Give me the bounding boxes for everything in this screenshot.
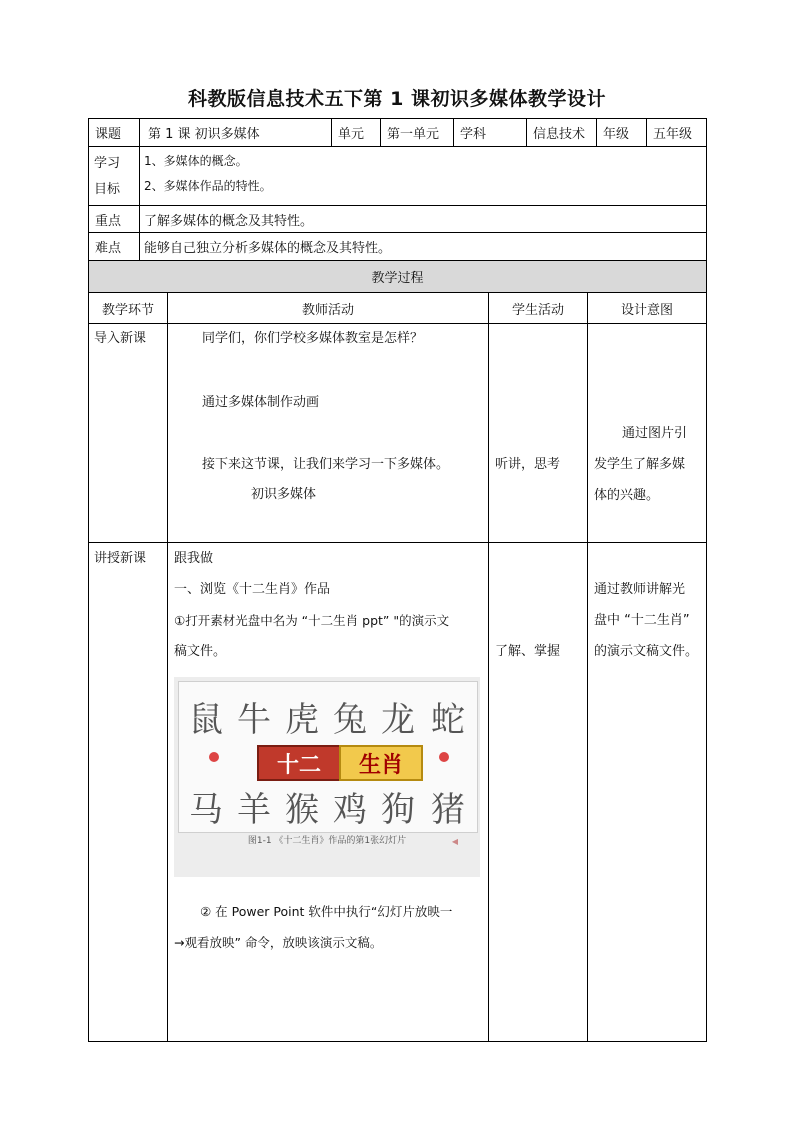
teach-student: 了解、掌握 xyxy=(495,644,561,659)
table-border xyxy=(88,323,707,324)
zodiac-glyph: 鼠 xyxy=(189,700,223,740)
intro-teacher-line: 初识多媒体 xyxy=(251,487,317,502)
table-border xyxy=(88,146,707,147)
objectives-label-2: 目标 xyxy=(94,182,121,197)
teach-stage: 讲授新课 xyxy=(94,551,147,566)
column-header-intent: 设计意图 xyxy=(620,302,673,318)
zodiac-glyph: 龙 xyxy=(381,700,415,740)
teach-teacher-line: 稿文件。 xyxy=(174,644,227,659)
intro-intent-line: 通过图片引 xyxy=(622,426,688,441)
zodiac-glyph: 狗 xyxy=(381,790,415,830)
zodiac-glyph: 猴 xyxy=(285,790,319,830)
table-border xyxy=(88,1041,707,1042)
table-border xyxy=(167,292,168,1042)
zodiac-glyph: 虎 xyxy=(285,700,319,740)
difficulty-text: 能够自己独立分析多媒体的概念及其特性。 xyxy=(144,241,392,256)
intro-intent-line: 发学生了解多媒 xyxy=(594,457,686,472)
document-title: 科教版信息技术五下第 1 课初识多媒体教学设计 xyxy=(188,88,606,110)
difficulty-label: 难点 xyxy=(95,241,122,256)
zodiac-glyph: 猪 xyxy=(431,790,465,830)
table-border xyxy=(587,292,588,1042)
zodiac-glyph: 兔 xyxy=(333,700,367,740)
teach-intent-line: 通过教师讲解光 xyxy=(594,582,686,597)
teach-intent-line: 的演示文稿文件。 xyxy=(594,644,699,659)
grade-value: 五年级 xyxy=(653,127,693,142)
intro-stage: 导入新课 xyxy=(94,331,147,346)
grade-label: 年级 xyxy=(603,127,630,142)
objective-item: 1、多媒体的概念。 xyxy=(144,154,248,168)
teach-teacher-line: 跟我做 xyxy=(174,551,214,566)
zodiac-glyph: 马 xyxy=(189,790,223,830)
table-border xyxy=(488,292,489,1042)
slide-title-left: 十二 xyxy=(257,745,341,781)
intro-teacher-line: 同学们，你们学校多媒体教室是怎样？ xyxy=(202,331,424,346)
process-header: 教学过程 xyxy=(371,271,424,286)
slide-canvas xyxy=(178,681,478,833)
seal-mark xyxy=(209,752,219,762)
column-header-stage: 教学环节 xyxy=(101,302,154,318)
column-header-teacher: 教师活动 xyxy=(301,302,354,318)
zodiac-glyph: 蛇 xyxy=(431,700,465,740)
figure-caption: 图1-1 《十二生肖》作品的第1张幻灯片 xyxy=(247,836,407,846)
zodiac-slide-image xyxy=(174,677,480,877)
speaker-icon: ◀ xyxy=(451,837,458,846)
key-point-text: 了解多媒体的概念及其特性。 xyxy=(144,213,314,229)
table-border xyxy=(88,542,707,543)
teach-teacher-after-line: ② 在 Power Point 软件中执行“幻灯片放映一 xyxy=(200,904,453,919)
column-header-student: 学生活动 xyxy=(511,302,564,318)
intro-student: 听讲，思考 xyxy=(495,457,561,472)
zodiac-glyph: 牛 xyxy=(237,700,271,740)
teach-teacher-after-line: →观看放映” 命令，放映该演示文稿。 xyxy=(174,935,383,950)
unit-label: 单元 xyxy=(338,127,365,142)
teach-teacher-line: ①打开素材光盘中名为 “十二生肖 ppt” "的演示文 xyxy=(174,613,450,628)
objectives-label-1: 学习 xyxy=(94,156,121,171)
table-border xyxy=(706,118,707,1042)
zodiac-glyph: 鸡 xyxy=(333,790,367,830)
lesson-label: 课题 xyxy=(95,127,122,142)
slide-title-right: 生肖 xyxy=(339,745,423,781)
intro-teacher-line: 接下来这节课，让我们来学习一下多媒体。 xyxy=(202,457,450,472)
zodiac-glyph: 羊 xyxy=(237,790,271,830)
objective-item: 2、多媒体作品的特性。 xyxy=(144,179,272,193)
subject-label: 学科 xyxy=(460,127,487,142)
teach-intent-line: 盘中 “十二生肖” xyxy=(594,613,690,628)
teach-teacher-line: 一、浏览《十二生肖》作品 xyxy=(174,582,331,597)
unit-value: 第一单元 xyxy=(387,127,440,142)
intro-teacher-line: 通过多媒体制作动画 xyxy=(202,395,320,410)
seal-mark xyxy=(439,752,449,762)
intro-intent-line: 体的兴趣。 xyxy=(594,488,660,503)
lesson-value: 第 1 课 初识多媒体 xyxy=(148,127,260,142)
key-point-label: 重点 xyxy=(95,213,122,229)
subject-value: 信息技术 xyxy=(533,127,586,142)
